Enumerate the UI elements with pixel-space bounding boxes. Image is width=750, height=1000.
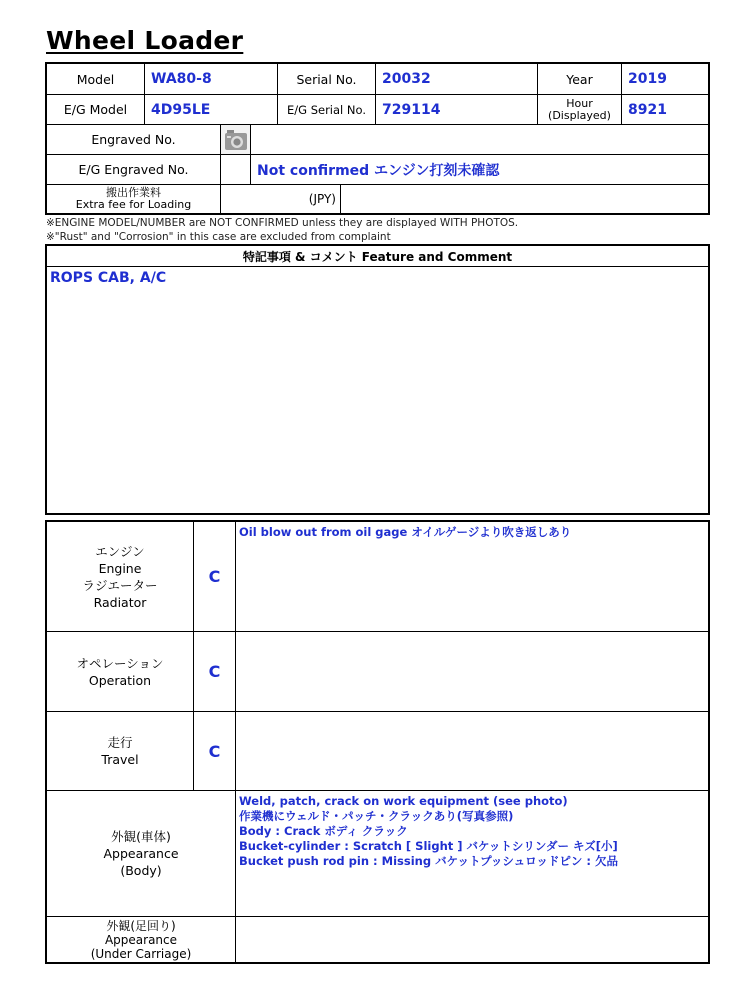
engine-grade: C <box>194 522 236 631</box>
appearance-body-label <box>47 791 236 916</box>
engine-comment-line: Oil blow out from oil gage オイルゲージより吹き返しあり <box>239 525 572 539</box>
travel-label-en: Travel <box>101 752 139 767</box>
appearance-body-label-sub: (Body) <box>120 863 162 878</box>
radiator-label-jp: ラジエーター <box>82 577 158 593</box>
appearance-body-label-jp: 外観(車体) <box>111 829 171 844</box>
eg-serial-label: E/G Serial No. <box>278 95 376 125</box>
undercarriage-label-en: Appearance <box>104 932 178 947</box>
comment-line-work-equipment-jp: 作業機にウェルド・パッチ・クラックあり(写真参照) <box>239 809 514 823</box>
fee-label-en: Extra fee for Loading <box>75 198 192 211</box>
fee-label-jp: 搬出作業料 <box>106 186 161 199</box>
comment-line-work-equipment: Weld, patch, crack on work equipment (see photo) <box>239 794 568 808</box>
engraved-label: Engraved No. <box>47 125 221 155</box>
year-label: Year <box>538 64 622 95</box>
camera-glyph <box>224 128 248 152</box>
travel-label-jp: 走行 <box>107 735 133 750</box>
comment-line-body-crack: Body : Crack ボディ クラック <box>239 824 408 838</box>
hour-value: 8921 <box>622 95 708 125</box>
eg-serial-value: 729114 <box>376 95 538 125</box>
appearance-body-comments <box>236 791 708 916</box>
engine-comments <box>236 522 708 631</box>
travel-label <box>47 712 194 790</box>
operation-label-en: Operation <box>88 672 152 688</box>
hour-label-line1: Hour <box>566 96 593 110</box>
undercarriage-label-sub: (Under Carriage) <box>90 946 192 961</box>
comment-line-bucket-cylinder: Bucket-cylinder : Scratch [ Slight ] バケットシリンダー キズ[小] <box>239 839 618 853</box>
feature-text: ROPS CAB, A/C <box>50 270 167 286</box>
engine-label <box>47 522 194 631</box>
eg-model-value: 4D95LE <box>145 95 278 125</box>
eg-engraved-photo-cell <box>221 155 251 185</box>
camera-icon[interactable] <box>221 125 251 155</box>
note-rust: ※"Rust" and "Corrosion" in this case are excluded from complaint <box>46 231 391 243</box>
feature-heading: 特記事項 & コメント Feature and Comment <box>47 246 708 267</box>
header-table <box>45 62 710 215</box>
model-label: Model <box>47 64 145 95</box>
undercarriage-comments <box>236 917 708 962</box>
engine-label-en: Engine <box>98 560 142 576</box>
section-engine <box>47 522 708 632</box>
engraved-value <box>251 125 708 155</box>
appearance-body-label-en: Appearance <box>103 846 179 861</box>
operation-grade: C <box>194 632 236 711</box>
hour-label-line2: (Displayed) <box>548 108 611 122</box>
fee-unit: (JPY) <box>221 185 341 213</box>
radiator-label-en: Radiator <box>93 594 147 610</box>
inspection-table <box>45 520 710 964</box>
model-value: WA80-8 <box>145 64 278 95</box>
note-engine: ※ENGINE MODEL/NUMBER are NOT CONFIRMED unless they are displayed WITH PHOTOS. <box>46 217 519 229</box>
serial-label: Serial No. <box>278 64 376 95</box>
eg-model-label: E/G Model <box>47 95 145 125</box>
eg-engraved-label: E/G Engraved No. <box>47 155 221 185</box>
fee-label <box>47 185 221 213</box>
hour-label <box>538 95 622 125</box>
fee-value <box>341 185 708 213</box>
feature-box <box>45 244 710 515</box>
undercarriage-label <box>47 917 236 962</box>
operation-label-jp: オペレーション <box>76 655 164 671</box>
eg-engraved-value: Not confirmed エンジン打刻未確認 <box>251 155 708 185</box>
page-title: Wheel Loader <box>46 26 244 55</box>
serial-value: 20032 <box>376 64 538 95</box>
section-appearance-body <box>47 791 708 917</box>
comment-line-bucket-pin: Bucket push rod pin : Missing バケットプッシュロッドピン : 欠品 <box>239 854 618 868</box>
operation-label <box>47 632 194 711</box>
section-travel <box>47 712 708 791</box>
undercarriage-label-jp: 外観(足回り) <box>106 918 176 933</box>
operation-comments <box>236 632 708 711</box>
year-value: 2019 <box>622 64 708 95</box>
section-operation <box>47 632 708 712</box>
travel-comments <box>236 712 708 790</box>
travel-grade: C <box>194 712 236 790</box>
engine-label-jp: エンジン <box>95 543 145 559</box>
section-appearance-undercarriage <box>47 917 708 962</box>
